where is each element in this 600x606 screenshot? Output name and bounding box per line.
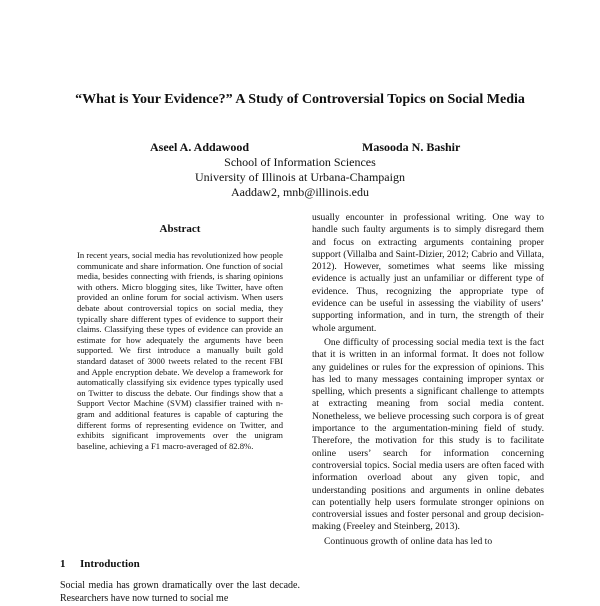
body-paragraph: usually encounter in professional writing. One way to handle such faulty arguments is to simply disregard them and focus on extracting arguments containing proper support (Villalba and Saint-Dizier, 2012; Cabrio and Villata, 2012). However, sometimes what seems like missing evidence is actually just an unfamiliar or different type of evidence. Thus, recognizing the appropriate type of evidence can be useful in assessing the viability of users’ supporting information, and in turn, the strength of their whole argument. xyxy=(312,212,544,334)
author-name: Aseel A. Addawood xyxy=(150,140,250,154)
introduction-text: Social media has grown dramatically over the last decade. Researchers have now turned to social me xyxy=(60,580,300,604)
university: University of Illinois at Urbana-Champaign xyxy=(195,170,405,184)
body-paragraph: One difficulty of processing social media text is the fact that it is written in an informal format. It does not follow any guidelines or rules for the expression of opinions. This has led to many messages containing improper syntax or spelling, which presents a significant challenge to attempts at extracting meaning from social media content. Nonetheless, we believe processing such corpora is of great importance to the argumentation-mining field of study. Therefore, the motivation for this study is to facilitate online users’ search for information concerning controversial topics. Social media users are often faced with information overload about any given topic, and understanding positions and arguments in online debates can potentially help users formulate stronger opinions on controversial issues and foster personal and group decision-making (Freeley and Steinberg, 2013). xyxy=(312,336,544,533)
paper-title: “What is Your Evidence?” A Study of Controversial Topics on Social Media xyxy=(75,92,525,107)
section-number: 1 xyxy=(60,558,66,570)
right-column xyxy=(312,212,544,548)
affiliation: School of Information Sciences xyxy=(224,155,376,169)
body-paragraph: Continuous growth of online data has led to xyxy=(324,535,493,547)
abstract-text: In recent years, social media has revolutionized how people communicate and share information. One function of social media, besides connecting with friends, is sharing opinions with others. Micro blogging sites, like Twitter, have often provided an online forum for social activism. When users debate about controversial topics on social media, they typically share different types of evidence to support their claims. Classifying these types of evidence can provide an estimate for how adequately the arguments have been supported. We first introduce a manually built gold standard dataset of 3000 tweets related to the recent FBI and Apple encryption debate. We develop a framework for automatically classifying six evidence types typically used on Twitter to discuss the debate. Our findings show that a Support Vector Machine (SVM) classifier trained with n-gram and additional features is capable of capturing the different forms of representing evidence on Twitter, and exhibits significant improvements over the unigram baseline, achieving a F1 macro-averaged of 82.8%. xyxy=(77,250,283,451)
section-title: Introduction xyxy=(80,558,140,570)
section-heading-introduction xyxy=(60,557,140,571)
author-name: Masooda N. Bashir xyxy=(362,140,461,154)
abstract-heading: Abstract xyxy=(159,223,201,235)
author-emails: Aaddaw2, mnb@illinois.edu xyxy=(230,185,370,199)
left-column xyxy=(60,222,300,451)
